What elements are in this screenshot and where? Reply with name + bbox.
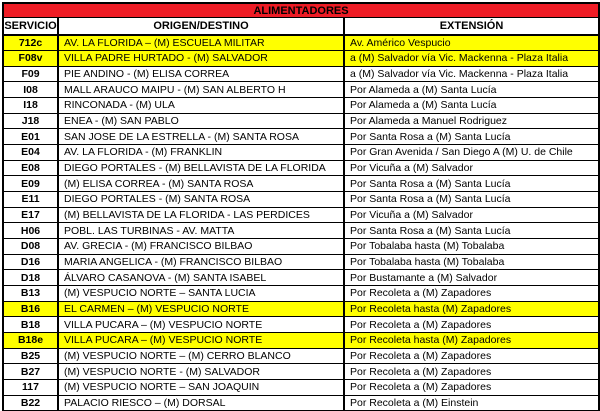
- servicio-cell: B27: [3, 364, 58, 380]
- extension-cell: Por Santa Rosa a (M) Santa Lucía: [344, 129, 599, 145]
- servicio-cell: E01: [3, 129, 58, 145]
- servicio-cell: B18e: [3, 332, 58, 348]
- extension-cell: Por Bustamante a (M) Salvador: [344, 270, 599, 286]
- origen-destino-cell: ÁLVARO CASANOVA - (M) SANTA ISABEL: [58, 270, 344, 286]
- origen-destino-cell: EL CARMEN – (M) VESPUCIO NORTE: [58, 301, 344, 317]
- origen-destino-cell: AV. GRECIA - (M) FRANCISCO BILBAO: [58, 239, 344, 255]
- extension-cell: Por Tobalaba hasta (M) Tobalaba: [344, 254, 599, 270]
- servicio-cell: I18: [3, 98, 58, 114]
- origen-destino-cell: (M) VESPUCIO NORTE - (M) SALVADOR: [58, 364, 344, 380]
- extension-cell: Por Recoleta a (M) Zapadores: [344, 379, 599, 395]
- table-row: [3, 192, 599, 208]
- column-header-origen-destino: ORIGEN/DESTINO: [58, 18, 344, 36]
- origen-destino-cell: VILLA PUCARA – (M) VESPUCIO NORTE: [58, 332, 344, 348]
- servicio-cell: E09: [3, 176, 58, 192]
- origen-destino-cell: (M) VESPUCIO NORTE – SANTA LUCIA: [58, 286, 344, 302]
- extension-cell: Por Recoleta hasta (M) Zapadores: [344, 332, 599, 348]
- table-row: [3, 395, 599, 411]
- extension-cell: Por Santa Rosa a (M) Santa Lucía: [344, 176, 599, 192]
- table-row: [3, 254, 599, 270]
- origen-destino-cell: PALACIO RIESCO – (M) DORSAL: [58, 395, 344, 411]
- origen-destino-cell: POBL. LAS TURBINAS - AV. MATTA: [58, 223, 344, 239]
- servicio-cell: H06: [3, 223, 58, 239]
- extension-cell: Por Recoleta a (M) Zapadores: [344, 317, 599, 333]
- table-row: [3, 301, 599, 317]
- table-row: [3, 160, 599, 176]
- origen-destino-cell: (M) VESPUCIO NORTE – SAN JOAQUIN: [58, 379, 344, 395]
- extension-cell: Por Recoleta a (M) Zapadores: [344, 348, 599, 364]
- extension-cell: a (M) Salvador vía Vic. Mackenna - Plaza Italia: [344, 66, 599, 82]
- origen-destino-cell: VILLA PUCARA – (M) VESPUCIO NORTE: [58, 317, 344, 333]
- extension-cell: Por Vicuña a (M) Salvador: [344, 207, 599, 223]
- table-row: [3, 207, 599, 223]
- origen-destino-cell: SAN JOSE DE LA ESTRELLA - (M) SANTA ROSA: [58, 129, 344, 145]
- table-title: ALIMENTADORES: [3, 3, 599, 18]
- table-row: [3, 270, 599, 286]
- servicio-cell: I08: [3, 82, 58, 98]
- extension-cell: Por Tobalaba hasta (M) Tobalaba: [344, 239, 599, 255]
- origen-destino-cell: (M) ELISA CORREA - (M) SANTA ROSA: [58, 176, 344, 192]
- table-row: [3, 35, 599, 51]
- table-row: [3, 145, 599, 161]
- servicio-cell: B18: [3, 317, 58, 333]
- origen-destino-cell: DIEGO PORTALES - (M) BELLAVISTA DE LA FLORIDA: [58, 160, 344, 176]
- table-header-row: [3, 18, 599, 36]
- table-row: [3, 364, 599, 380]
- servicio-cell: E17: [3, 207, 58, 223]
- table-row: [3, 82, 599, 98]
- column-header-servicio: SERVICIO: [3, 18, 58, 36]
- table-title-row: [3, 3, 599, 18]
- servicio-cell: E04: [3, 145, 58, 161]
- table-row: [3, 98, 599, 114]
- servicio-cell: D18: [3, 270, 58, 286]
- servicio-cell: 117: [3, 379, 58, 395]
- servicio-cell: D08: [3, 239, 58, 255]
- table-row: [3, 129, 599, 145]
- servicio-cell: J18: [3, 113, 58, 129]
- servicio-cell: F08v: [3, 51, 58, 67]
- origen-destino-cell: DIEGO PORTALES - (M) SANTA ROSA: [58, 192, 344, 208]
- extension-cell: Por Santa Rosa a (M) Santa Lucía: [344, 223, 599, 239]
- table-row: [3, 113, 599, 129]
- servicio-cell: D16: [3, 254, 58, 270]
- table-row: [3, 66, 599, 82]
- servicio-cell: B22: [3, 395, 58, 411]
- servicio-cell: 712c: [3, 35, 58, 51]
- extension-cell: Por Recoleta a (M) Einstein: [344, 395, 599, 411]
- origen-destino-cell: MALL ARAUCO MAIPU - (M) SAN ALBERTO H: [58, 82, 344, 98]
- table-row: [3, 332, 599, 348]
- origen-destino-cell: AV. LA FLORIDA - (M) FRANKLIN: [58, 145, 344, 161]
- origen-destino-cell: VILLA PADRE HURTADO - (M) SALVADOR: [58, 51, 344, 67]
- extension-cell: Av. Américo Vespucio: [344, 35, 599, 51]
- alimentadores-table: [2, 2, 600, 411]
- extension-cell: Por Recoleta a (M) Zapadores: [344, 286, 599, 302]
- rows-body: [3, 35, 599, 411]
- servicio-cell: B16: [3, 301, 58, 317]
- table-row: [3, 176, 599, 192]
- extension-cell: Por Recoleta hasta (M) Zapadores: [344, 301, 599, 317]
- extension-cell: Por Alameda a (M) Santa Lucía: [344, 98, 599, 114]
- servicio-cell: F09: [3, 66, 58, 82]
- servicio-cell: E08: [3, 160, 58, 176]
- extension-cell: Por Gran Avenida / San Diego A (M) U. de Chile: [344, 145, 599, 161]
- table-row: [3, 286, 599, 302]
- table-row: [3, 379, 599, 395]
- extension-cell: Por Vicuña a (M) Salvador: [344, 160, 599, 176]
- origen-destino-cell: AV. LA FLORIDA – (M) ESCUELA MILITAR: [58, 35, 344, 51]
- extension-cell: a (M) Salvador vía Vic. Mackenna - Plaza Italia: [344, 51, 599, 67]
- table-row: [3, 51, 599, 67]
- extension-cell: Por Santa Rosa a (M) Santa Lucía: [344, 192, 599, 208]
- origen-destino-cell: PIE ANDINO - (M) ELISA CORREA: [58, 66, 344, 82]
- table-row: [3, 223, 599, 239]
- extension-cell: Por Alameda a Manuel Rodriguez: [344, 113, 599, 129]
- table-row: [3, 239, 599, 255]
- table-row: [3, 348, 599, 364]
- origen-destino-cell: (M) VESPUCIO NORTE – (M) CERRO BLANCO: [58, 348, 344, 364]
- extension-cell: Por Alameda a (M) Santa Lucía: [344, 82, 599, 98]
- origen-destino-cell: RINCONADA - (M) ULA: [58, 98, 344, 114]
- servicio-cell: E11: [3, 192, 58, 208]
- origen-destino-cell: (M) BELLAVISTA DE LA FLORIDA - LAS PERDICES: [58, 207, 344, 223]
- column-header-extension: EXTENSIÓN: [344, 18, 599, 36]
- servicio-cell: B13: [3, 286, 58, 302]
- origen-destino-cell: MARIA ANGELICA - (M) FRANCISCO BILBAO: [58, 254, 344, 270]
- table-row: [3, 317, 599, 333]
- extension-cell: Por Recoleta a (M) Zapadores: [344, 364, 599, 380]
- servicio-cell: B25: [3, 348, 58, 364]
- origen-destino-cell: ENEA - (M) SAN PABLO: [58, 113, 344, 129]
